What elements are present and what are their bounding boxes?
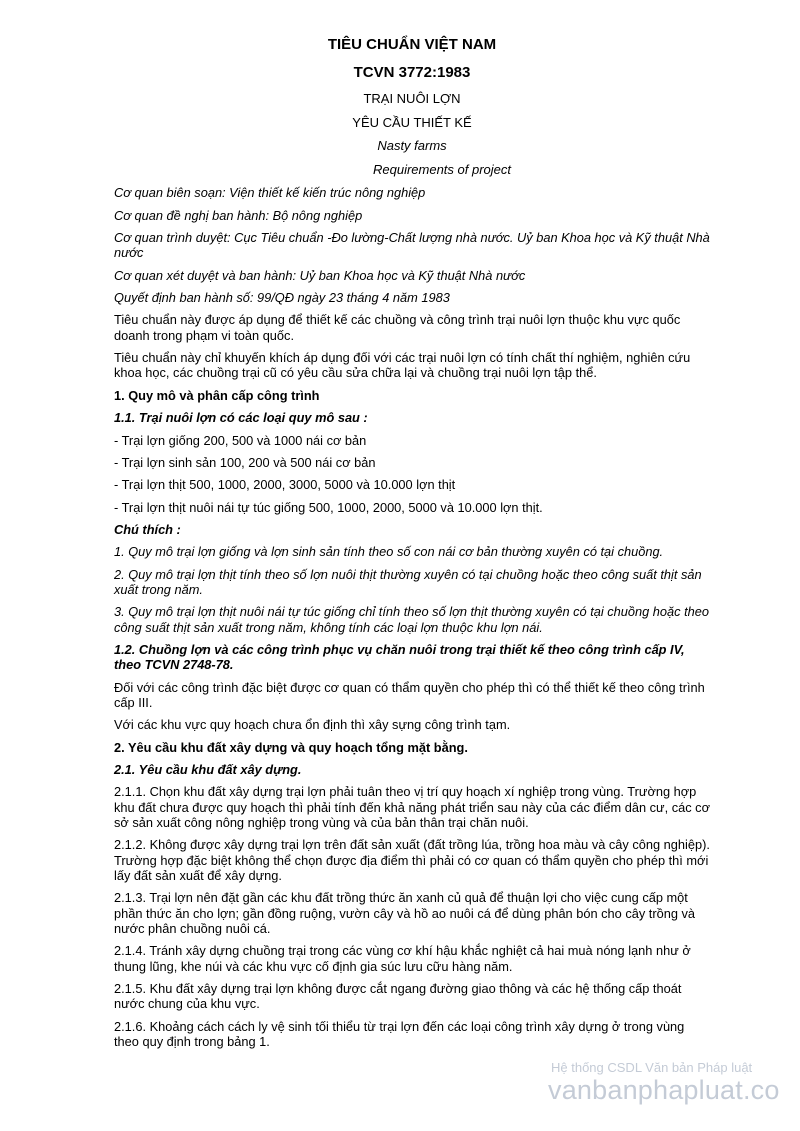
clause-2-1-2: 2.1.2. Không được xây dựng trại lợn trên đất sản xuất (đất trồng lúa, trồng hoa màu và cây công nghiệp). Trường hợp đặc biệt không thể chọn được địa điểm thì phải có cơ quan có thẩm quyền cho phép thì mới lấy đất sản xuất để xây dựng. — [114, 837, 710, 884]
meta-approving-agency: Cơ quan xét duyệt và ban hành: Uỷ ban Khoa học và Kỹ thuật Nhà nước — [114, 267, 526, 283]
section-1-1-heading: 1.1. Trại nuôi lợn có các loại quy mô sau : — [114, 410, 368, 426]
meta-decision: Quyết định ban hành số: 99/QĐ ngày 23 tháng 4 năm 1983 — [114, 290, 450, 306]
clause-2-1-6: 2.1.6. Khoảng cách cách ly vệ sinh tối thiểu từ trại lợn đến các loại công trình xây dựng ở trong vùng theo quy định trong bảng 1. — [114, 1018, 685, 1050]
body-paragraph: Đối với các công trình đặc biệt được cơ quan có thẩm quyền cho phép thì có thể thiết kế theo công trình cấp III. — [114, 679, 705, 710]
body-paragraph: Với các khu vực quy hoạch chưa ổn định thì xây sựng công trình tạm. — [114, 717, 511, 733]
clause-2-1-1: 2.1.1. Chọn khu đất xây dựng trại lợn phải tuân theo vị trí quy hoạch xí nghiệp trong vùng. Trường hợp khu đất chưa được quy hoạch thì phải tính đến khả năng phát triển sau này của các điểm dân cư, các cơ sở sản xuất công nông nghiệp trong vùng và của bản thân trại chăn nuôi. — [114, 784, 710, 831]
meta-submitting-agency: Cơ quan trình duyệt: Cục Tiêu chuẩn -Đo lường-Chất lượng nhà nước. Uỷ ban Khoa học và Kỹ thuật Nhà nước — [114, 230, 710, 261]
document-title: TIÊU CHUẨN VIỆT NAM — [327, 36, 497, 53]
list-item: - Trại lợn thịt nuôi nái tự túc giống 500, 1000, 2000, 5000 và 10.000 lợn thịt. — [114, 499, 543, 515]
meta-drafting-agency: Cơ quan biên soạn: Viện thiết kế kiến trúc nông nghiệp — [114, 185, 426, 201]
watermark-site: vanbanphapluat.co — [548, 1075, 780, 1105]
section-2-1-heading: 2.1. Yêu cầu khu đất xây dựng. — [114, 762, 302, 777]
clause-2-1-4: 2.1.4. Tránh xây dựng chuồng trại trong các vùng cơ khí hậu khắc nghiệt cả hai muà nóng lạnh như ở thung lũng, khe núi và các khu vực cố định gia súc lưu cữu hàng năm. — [114, 943, 691, 974]
section-1-2-heading: 1.2. Chuồng lợn và các công trình phục vụ chăn nuôi trong trại thiết kế theo công trình cấp IV, theo TCVN 2748-78. — [114, 641, 685, 673]
intro-paragraph: Tiêu chuẩn này chỉ khuyến khích áp dụng đối với các trại nuôi lợn có tính chất thí nghiệm, nghiên cứu khoa học, các chuồng trại cũ có yêu cầu sửa chữa lại và chuồng trại nuôi lợn tập thể. — [114, 350, 691, 381]
english-subtitle: Requirements of project — [372, 161, 511, 177]
clause-2-1-3: 2.1.3. Trại lợn nên đặt gần các khu đất trồng thức ăn xanh củ quả để thuận lợi cho việc cung cấp một phần thức ăn cho lợn; gần đồng ruộng, vườn cây và hồ ao nuôi cá để dùng phân bón cho cây trồng và nước phân chuồng nuôi cá. — [114, 890, 696, 937]
list-item: - Trại lợn thịt 500, 1000, 2000, 3000, 5000 và 10.000 lợn thịt — [114, 477, 456, 493]
intro-paragraph: Tiêu chuẩn này được áp dụng để thiết kế các chuồng và công trình trại nuôi lợn thuộc khu vực quốc doanh trong phạm vi toàn quốc. — [114, 312, 681, 343]
list-item: - Trại lợn sinh sản 100, 200 và 500 nái cơ bản — [114, 454, 376, 470]
english-title: Nasty farms — [377, 138, 447, 154]
section-2-heading: 2. Yêu cầu khu đất xây dựng và quy hoạch tổng mặt bằng. — [114, 739, 468, 755]
note-item: 2. Quy mô trại lợn thịt tính theo số lợn nuôi thịt thường xuyên có tại chuồng hoặc theo công suất thịt sản xuất trong năm. — [114, 566, 702, 597]
meta-proposing-agency: Cơ quan đề nghị ban hành: Bộ nông nghiệp — [114, 207, 363, 223]
document-subject: TRẠI NUÔI LỢN — [363, 91, 461, 106]
watermark-caption: Hệ thống CSDL Văn bản Pháp luật — [551, 1060, 753, 1075]
document-subtitle: YÊU CẦU THIẾT KẾ — [352, 114, 472, 130]
note-heading: Chú thích : — [114, 521, 181, 537]
standard-code: TCVN 3772:1983 — [353, 64, 471, 81]
clause-2-1-5: 2.1.5. Khu đất xây dựng trại lợn không được cắt ngang đường giao thông và các hệ thống cấp thoát nước chung của khu vực. — [114, 981, 682, 1012]
document-page — [114, 36, 710, 1057]
note-item: 1. Quy mô trại lợn giống và lợn sinh sản tính theo số con nái cơ bản thường xuyên có tại chuồng. — [114, 544, 664, 560]
section-1-heading: 1. Quy mô và phân cấp công trình — [114, 387, 320, 403]
note-item: 3. Quy mô trại lợn thịt nuôi nái tự túc giống chỉ tính theo số lợn thịt thường xuyên có tại chuồng hoặc theo công suất thịt sản xuất trong năm, không tính các loại lợn thuộc khu lợn nái. — [114, 604, 710, 635]
list-item: - Trại lợn giống 200, 500 và 1000 nái cơ bản — [114, 432, 367, 448]
